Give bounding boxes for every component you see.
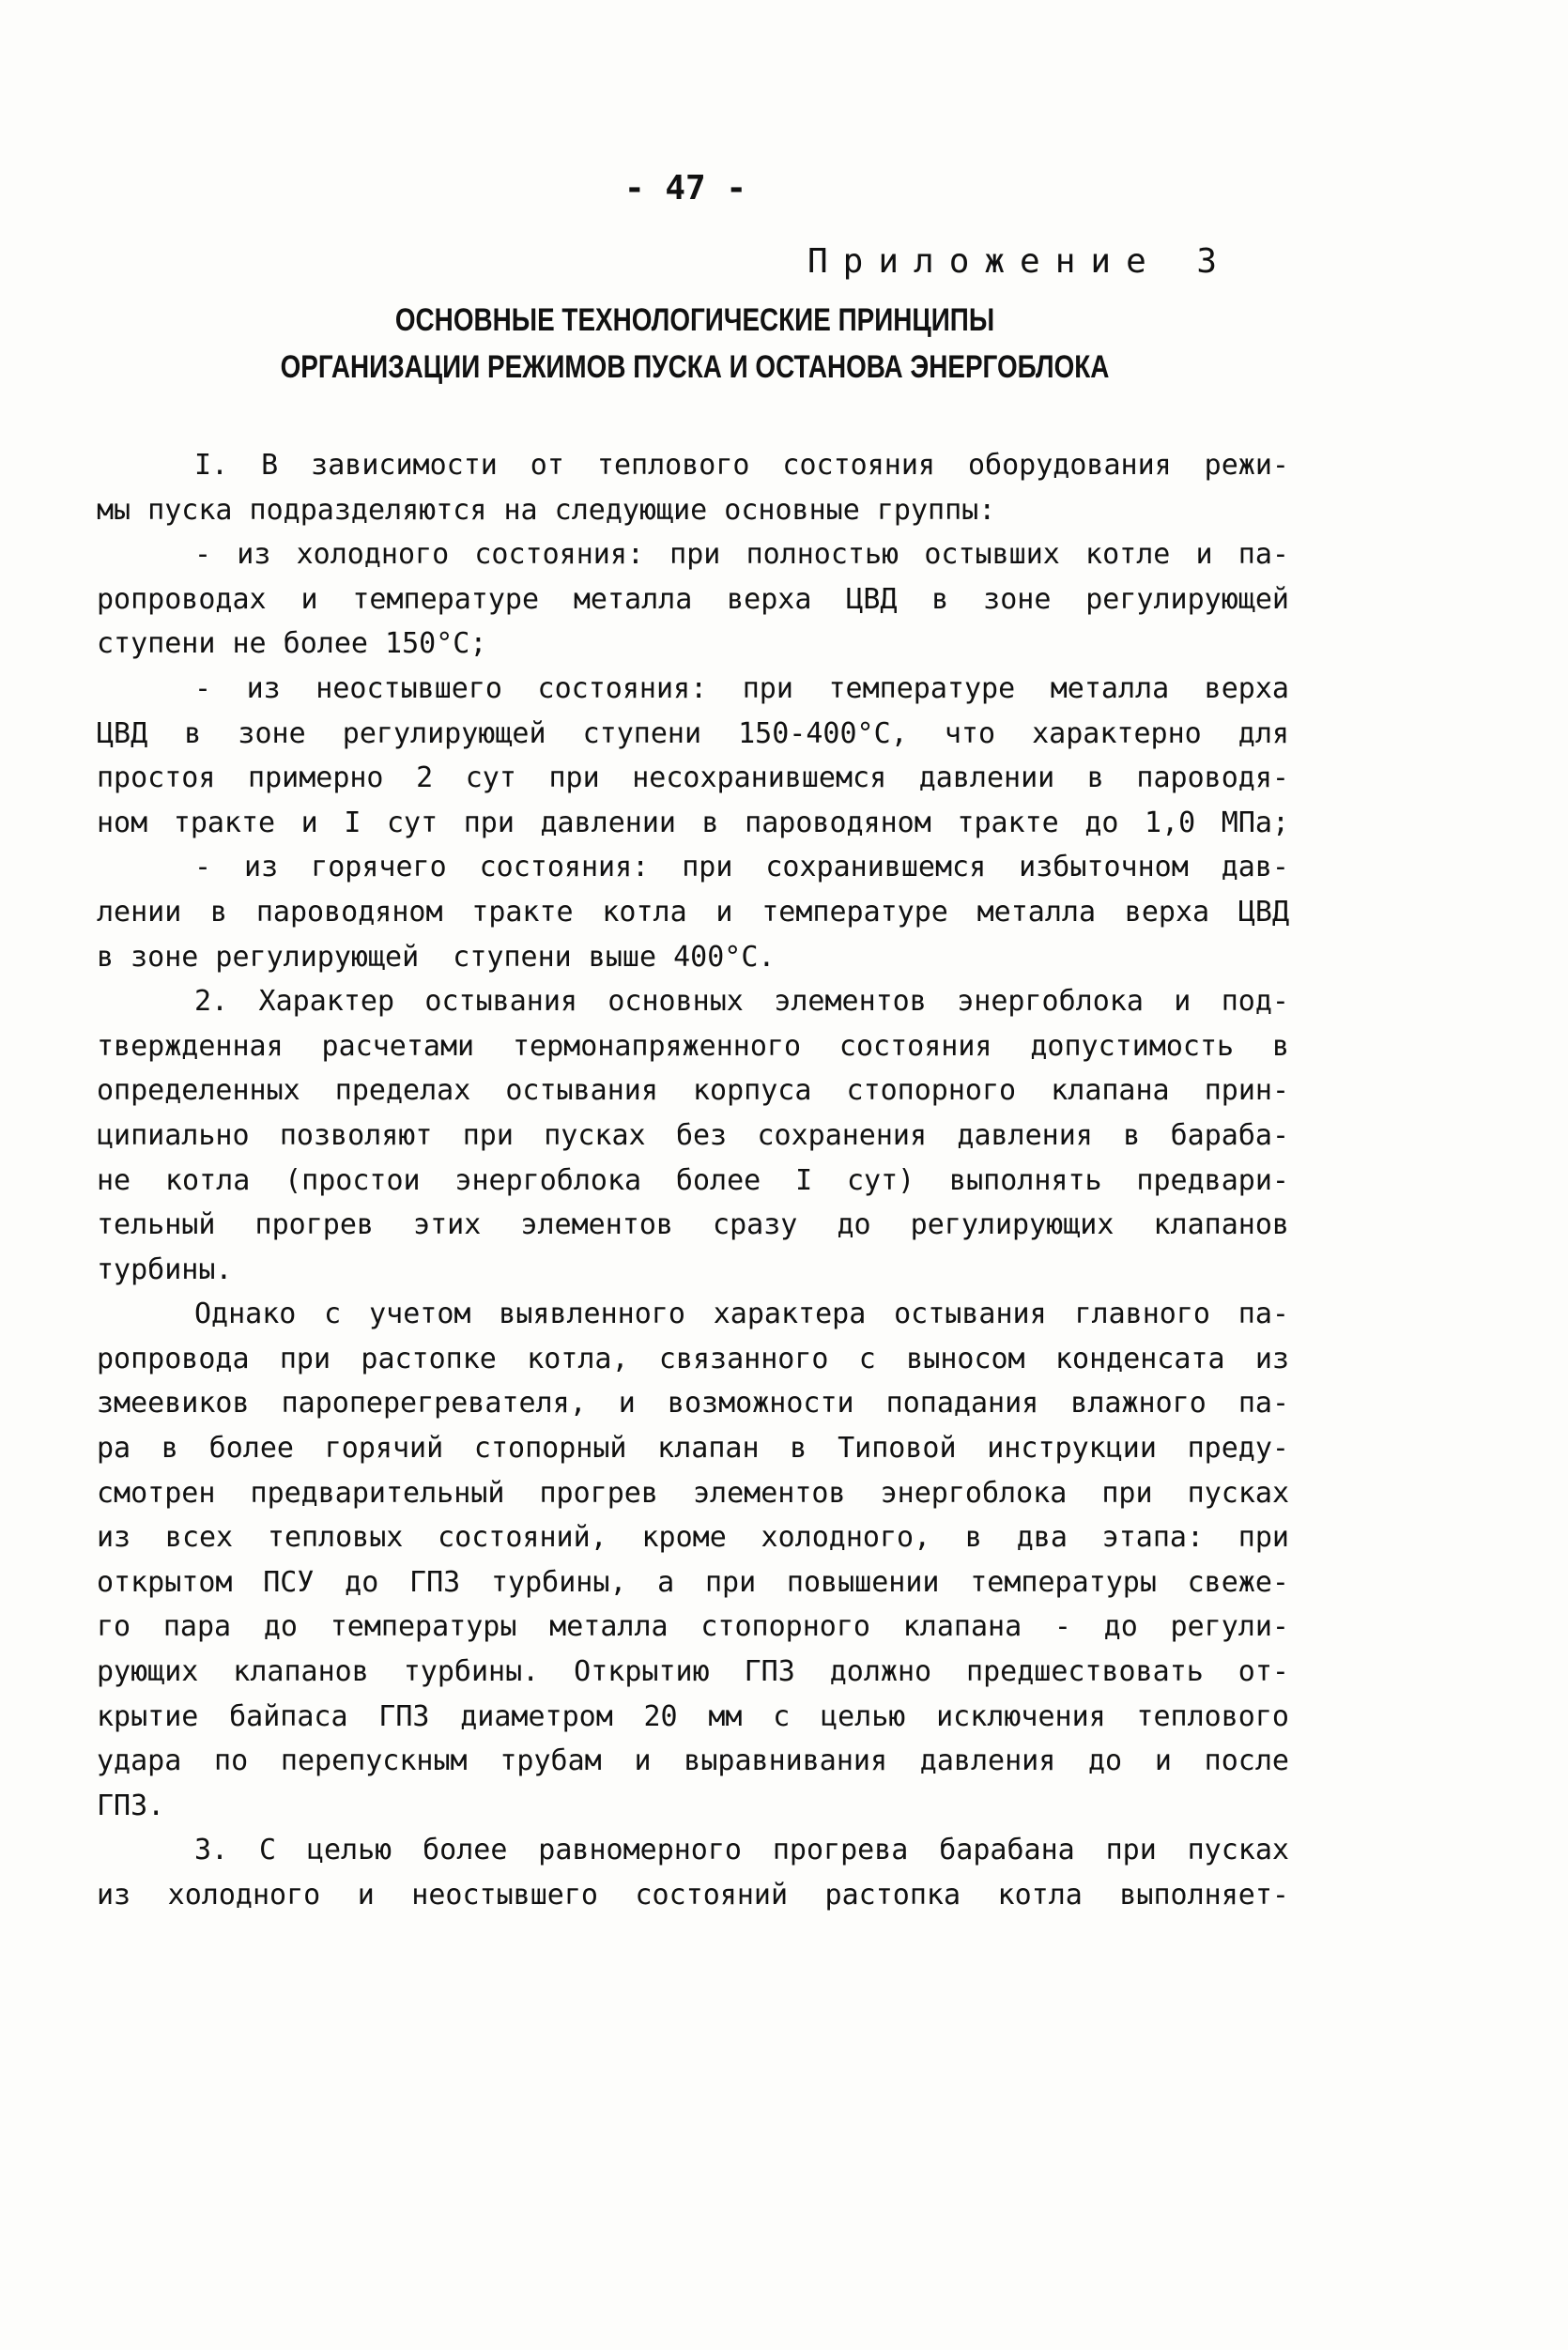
title-line-1: ОСНОВНЫЕ ТЕХНОЛОГИЧЕСКИЕ ПРИНЦИПЫ — [394, 302, 995, 338]
text-line: определенных пределах остывания корпуса стопорного клапана прин- — [97, 1074, 1289, 1108]
text-line: не котла (простои энергоблока более I сут) выполнять предвари- — [97, 1163, 1289, 1197]
text-line: ступени не более 150°С; — [97, 627, 487, 661]
text-line: ципиально позволяют при пусках без сохранения давления в бараба- — [97, 1118, 1289, 1152]
text-line: ропроводах и температуре металла верха ЦВД в зоне регулирующей — [97, 582, 1289, 616]
text-line: - из холодного состояния: при полностью остывших котле и па- — [194, 538, 1289, 572]
text-line: ном тракте и I сут при давлении в пароводяном тракте до 1,0 МПа; — [97, 806, 1289, 839]
text-line: рующих клапанов турбины. Открытию ГПЗ должно предшествовать от- — [97, 1655, 1289, 1689]
appendix-label: Приложение 3 — [807, 242, 1233, 281]
text-line: - из неостывшего состояния: при температуре металла верха — [194, 671, 1289, 705]
text-line: из всех тепловых состояний, кроме холодного, в два этапа: при — [97, 1521, 1289, 1555]
text-line: простоя примерно 2 сут при несохранившемся давлении в пароводя- — [97, 761, 1289, 795]
text-line: тельный прогрев этих элементов сразу до регулирующих клапанов — [97, 1208, 1289, 1242]
page-number: - 47 - — [623, 169, 747, 207]
text-line: смотрен предварительный прогрев элементов энергоблока при пусках — [97, 1476, 1289, 1510]
text-line: из холодного и неостывшего состояний растопка котла выполняет- — [97, 1879, 1289, 1912]
text-line: змеевиков пароперегревателя, и возможности попадания влажного па- — [97, 1387, 1289, 1421]
text-line: ропровода при растопке котла, связанного с выносом конденсата из — [97, 1342, 1289, 1375]
text-line: ра в более горячий стопорный клапан в Типовой инструкции преду- — [97, 1432, 1289, 1466]
text-line: - из горячего состояния: при сохранившемся избыточном дав- — [194, 851, 1289, 884]
text-line: 2. Характер остывания основных элементов энергоблока и под- — [194, 985, 1289, 1019]
text-line: ГПЗ. — [97, 1789, 165, 1822]
text-line: открытом ПСУ до ГПЗ турбины, а при повышении температуры свеже- — [97, 1565, 1289, 1599]
text-line: 3. С целью более равномерного прогрева барабана при пусках — [194, 1834, 1289, 1867]
text-line: I. В зависимости от теплового состояния оборудования режи- — [194, 449, 1289, 482]
body-text — [97, 443, 1289, 1918]
text-line: го пара до температуры металла стопорного клапана - до регули- — [97, 1610, 1289, 1644]
text-line: твержденная расчетами термонапряженного состояния допустимость в — [97, 1029, 1289, 1063]
text-line: турбины. — [97, 1252, 233, 1286]
text-line: Однако с учетом выявленного характера остывания главного па- — [194, 1298, 1289, 1331]
text-line: мы пуска подразделяются на следующие основные группы: — [97, 493, 996, 527]
text-line: крытие байпаса ГПЗ диаметром 20 мм с целью исключения теплового — [97, 1699, 1289, 1733]
text-line: в зоне регулирующей ступени выше 400°С. — [97, 940, 776, 974]
text-line: лении в пароводяном тракте котла и температуре металла верха ЦВД — [97, 895, 1289, 929]
title-line-2: ОРГАНИЗАЦИИ РЕЖИМОВ ПУСКА И ОСТАНОВА ЭНЕРГОБЛОКА — [280, 349, 1110, 385]
text-line: ЦВД в зоне регулирующей ступени 150-400°С, что характерно для — [97, 716, 1289, 750]
text-line: удара по перепускным трубам и выравнивания давления до и после — [97, 1744, 1289, 1778]
